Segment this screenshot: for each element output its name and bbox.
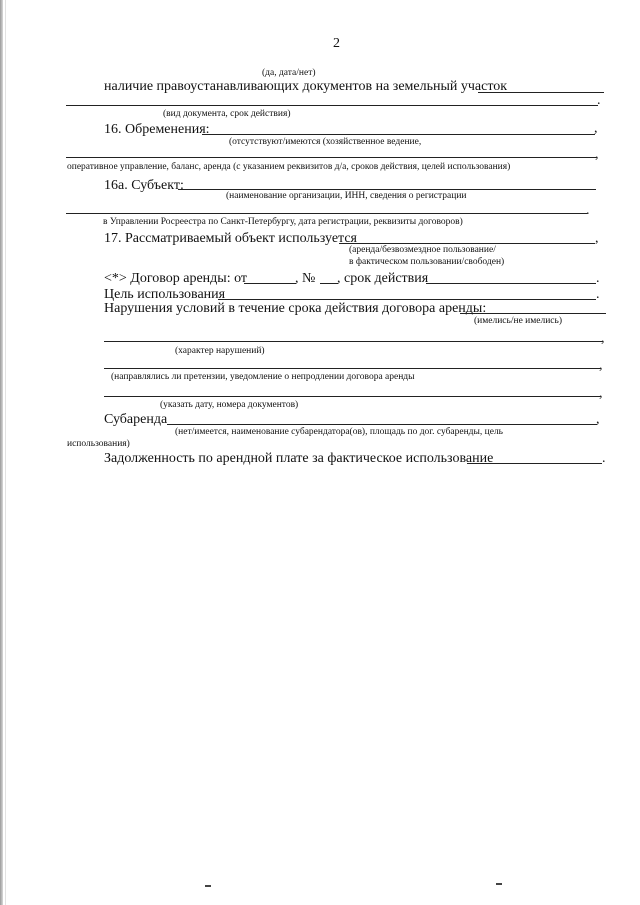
lease-from-label: <*> Договор аренды: от [104,271,248,286]
encumbrance-comma-2: , [595,147,599,162]
lease-no-label: , № [295,271,316,286]
hint-claims: (направлялись ли претензии, уведомление о непродлении договора аренды [111,372,415,382]
lease-term-field[interactable] [426,283,596,284]
lease-number-field[interactable] [320,283,338,284]
date-docs-comma: , [599,386,603,401]
lease-dot: . [596,271,600,286]
hint-object-1: (аренда/безвозмездное пользование/ [349,245,496,255]
hint-subject: (наименование организации, ИНН, сведения о регистрации [226,191,467,201]
encumbrance-field-line[interactable] [202,134,595,135]
hint-encumbrance-2: оперативное управление, баланс, аренда (с указанием реквизитов д/а, сроков действия, целей использования) [67,162,511,172]
subject-label: 16а. Субъект: [104,178,184,193]
hint-subject-2: в Управлении Росреестра по Санкт-Петербургу, дата регистрации, реквизиты договоров) [103,217,463,227]
claims-field-line[interactable] [104,368,600,369]
violation-nature-comma: , [601,331,605,346]
violations-label: Нарушения условий в течение срока действия договора аренды: [104,301,487,316]
subject-field-line-2[interactable] [66,213,587,214]
hint-sublease: (нет/имеется, наименование субарендатора(ов), площадь по дог. субаренды, цель [175,427,504,437]
subject-field-line[interactable] [178,189,596,190]
hint-object-2: в фактическом пользовании/свободен) [349,257,505,267]
debt-field-line[interactable] [467,463,602,464]
purpose-dot: . [596,287,600,302]
scan-edge-line [5,0,6,905]
hint-violations: (имелись/не имелись) [474,316,563,326]
subject-dot: . [586,203,590,218]
scan-mark [496,883,502,885]
violation-nature-field[interactable] [104,341,602,342]
page-number: 2 [333,36,340,51]
docs-field-line-2[interactable] [66,105,598,106]
encumbrance-comma: , [594,121,598,136]
sublease-field-line[interactable] [167,424,597,425]
violations-field-line[interactable] [460,313,606,314]
object-field-line[interactable] [339,243,595,244]
encumbrance-field-line-2[interactable] [66,157,596,158]
hint-encumbrance: (отсутствуют/имеются (хозяйственное ведение, [229,137,422,147]
debt-dot: . [602,451,606,466]
hint-sublease-2: использования) [67,439,130,449]
object-label: 17. Рассматриваемый объект используется [104,231,357,246]
purpose-label: Цель использования [104,287,226,302]
lease-term-label: , срок действия [337,271,429,286]
hint-violation-nature: (характер нарушений) [175,346,265,356]
claims-comma: , [599,358,603,373]
sublease-label: Субаренда [104,412,168,427]
scan-mark [205,885,211,887]
debt-label: Задолженность по арендной плате за фактическое использование [104,451,494,466]
hint-yes-date-no: (да, дата/нет) [262,68,316,78]
encumbrance-label: 16. Обременения: [104,122,210,137]
scan-edge [0,0,3,905]
object-comma: , [595,231,599,246]
docs-label: наличие правоустанавливающих документов на земельный участок [104,79,508,94]
date-docs-field-line[interactable] [104,396,600,397]
docs-field-line[interactable] [478,92,604,93]
lease-date-field[interactable] [244,283,296,284]
hint-doc-type: (вид документа, срок действия) [163,109,291,119]
sublease-comma: , [596,412,600,427]
hint-date-docs: (указать дату, номера документов) [160,400,299,410]
purpose-field-line[interactable] [218,299,596,300]
docs-dot: . [597,93,601,108]
